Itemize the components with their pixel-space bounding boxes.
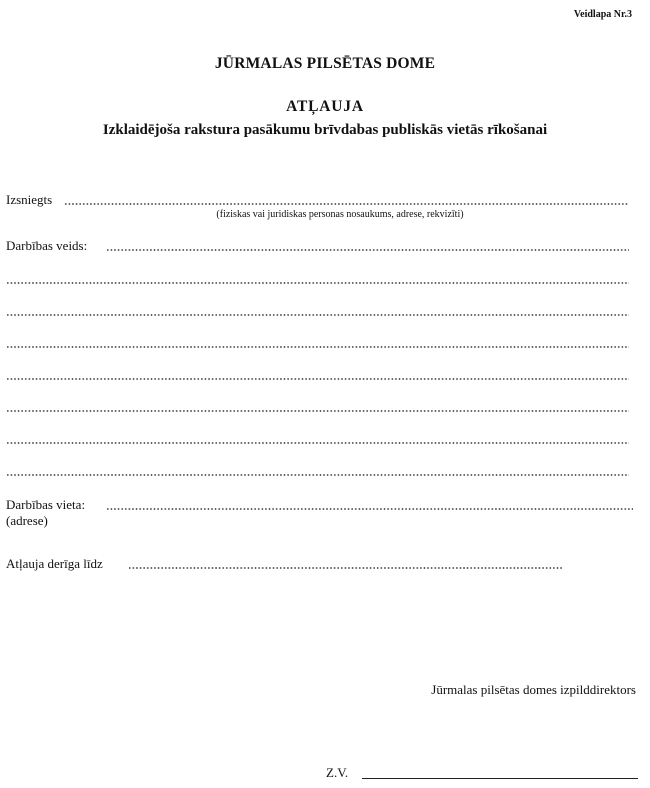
form-number: Veidlapa Nr.3: [573, 9, 632, 20]
authority-title: JŪRMALAS PILSĒTAS DOME: [214, 55, 436, 72]
activity-place-sublabel: (adrese): [6, 513, 48, 528]
signature-line[interactable]: [362, 778, 638, 779]
signature-role: Jūrmalas pilsētas domes izpilddirektors: [431, 682, 636, 697]
activity-type-line-7[interactable]: [6, 442, 629, 444]
document-title: ATĻAUJA: [286, 98, 364, 115]
activity-type-field[interactable]: [106, 249, 629, 251]
activity-type-label: Darbības veids:: [6, 238, 88, 253]
valid-until-field[interactable]: [128, 567, 562, 569]
document-subtitle: Izklaidējoša rakstura pasākumu brīvdabas publiskās vietās rīkošanai: [102, 122, 548, 138]
activity-place-label: Darbības vieta:: [6, 497, 86, 512]
valid-until-label: Atļauja derīga līdz: [6, 556, 103, 571]
activity-type-line-5[interactable]: [6, 378, 629, 380]
issued-to-field[interactable]: [64, 203, 629, 205]
activity-place-field[interactable]: [106, 508, 633, 510]
activity-type-line-4[interactable]: [6, 346, 629, 348]
activity-type-line-3[interactable]: [6, 314, 629, 316]
issued-to-label: Izsniegts: [6, 192, 53, 207]
issued-to-caption: (fiziskas vai juridiskas personas nosaukums, adrese, rekvizīti): [216, 209, 464, 220]
stamp-label: Z.V.: [326, 765, 349, 780]
activity-type-line-6[interactable]: [6, 410, 629, 412]
activity-type-line-8[interactable]: [6, 474, 629, 476]
activity-type-line-2[interactable]: [6, 282, 629, 284]
